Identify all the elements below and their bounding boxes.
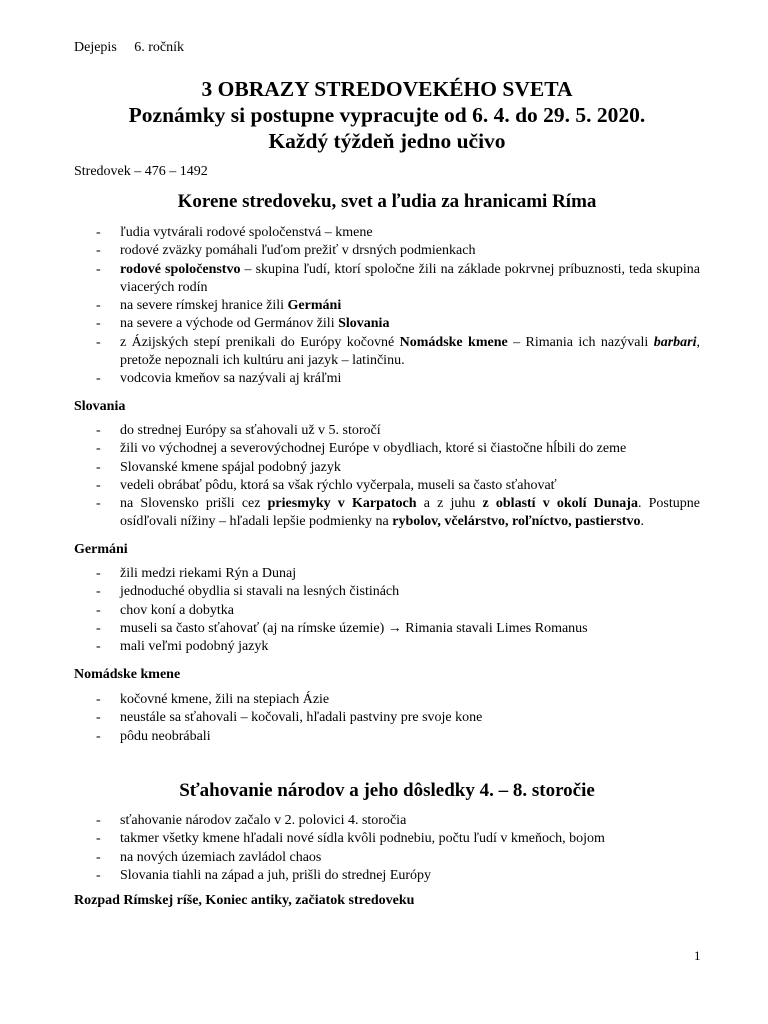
title-line-2: Poznámky si postupne vypracujte od 6. 4. do 29. 5. 2020. (128, 103, 646, 127)
document-title (74, 76, 700, 154)
title-line-3: Každý týždeň jedno učivo (268, 129, 506, 153)
list-item: - museli sa často sťahovať (aj na rímske územie) → Rimania stavali Limes Romanus (74, 620, 700, 638)
list-item: - do strednej Európy sa sťahovali už v 5. storočí (74, 422, 700, 440)
germani-list (74, 565, 700, 656)
roots-list (74, 224, 700, 389)
list-item: - rodové spoločenstvo – skupina ľudí, ktorí spoločne žili na základe pokrvnej príbuznosti, teda skupina viacerých rodín (74, 261, 700, 298)
slovania-list (74, 422, 700, 532)
section-heading-roots: Korene stredoveku, svet a ľudia za hranicami Ríma (177, 191, 597, 212)
list-item: - chov koní a dobytka (74, 602, 700, 620)
list-item: - vedeli obrábať pôdu, ktorá sa však rýchlo vyčerpala, museli sa často sťahovať (74, 477, 700, 495)
list-item: - mali veľmi podobný jazyk (74, 638, 700, 656)
era-dates: Stredovek – 476 – 1492 (74, 164, 208, 179)
nomadske-list (74, 691, 700, 746)
section-roots (74, 190, 700, 214)
list-item: - z Ázijských stepí prenikali do Európy kočovné Nomádske kmene – Rimania ich nazývali barbari, pretože nepoznali ich kultúru ani jazyk – latinčinu. (74, 334, 700, 371)
list-item: - kočovné kmene, žili na stepiach Ázie (74, 691, 700, 709)
list-item: - na Slovensko prišli cez priesmyky v Karpatoch a z juhu z oblastí v okolí Dunaja. Postupne osídľovali nížiny – hľadali lepšie podmienky na rybolov, včelárstvo, roľníctvo, pastierstvo. (74, 495, 700, 532)
list-item: - na nových územiach zavládol chaos (74, 849, 700, 867)
grade-label: 6. ročník (134, 40, 185, 55)
heading-germani: Germáni (74, 542, 128, 557)
list-item: - rodové zväzky pomáhali ľuďom prežiť v drsných podmienkach (74, 242, 700, 260)
list-item: - Slovania tiahli na západ a juh, prišli do strednej Európy (74, 867, 700, 885)
list-item: - žili medzi riekami Rýn a Dunaj (74, 565, 700, 583)
page-number: 1 (694, 948, 701, 963)
heading-roman-empire-collapse: Rozpad Rímskej ríše, Koniec antiky, začiatok stredoveku (74, 893, 415, 908)
page-header (74, 40, 184, 56)
heading-slovania: Slovania (74, 399, 126, 414)
section-migration (74, 779, 700, 803)
list-item: - ľudia vytvárali rodové spoločenstvá – kmene (74, 224, 700, 242)
title-line-1: 3 OBRAZY STREDOVEKÉHO SVETA (201, 77, 573, 101)
list-item: - jednoduché obydlia si stavali na lesných čistinách (74, 583, 700, 601)
heading-nomadske: Nomádske kmene (74, 667, 181, 682)
list-item: - takmer všetky kmene hľadali nové sídla kvôli podnebiu, počtu ľudí v kmeňoch, bojom (74, 830, 700, 848)
migration-list (74, 812, 700, 885)
list-item: - sťahovanie národov začalo v 2. polovici 4. storočia (74, 812, 700, 830)
list-item: - vodcovia kmeňov sa nazývali aj kráľmi (74, 370, 700, 388)
list-item: - na severe a východe od Germánov žili Slovania (74, 315, 700, 333)
subject-label: Dejepis (74, 40, 117, 55)
list-item: - Slovanské kmene spájal podobný jazyk (74, 459, 700, 477)
list-item: - žili vo východnej a severovýchodnej Európe v obydliach, ktoré si čiastočne hĺbili do zeme (74, 440, 700, 458)
list-item: - pôdu neobrábali (74, 728, 700, 746)
list-item: - na severe rímskej hranice žili Germáni (74, 297, 700, 315)
section-heading-migration: Sťahovanie národov a jeho dôsledky 4. – 8. storočie (179, 780, 595, 801)
list-item: - neustále sa sťahovali – kočovali, hľadali pastviny pre svoje kone (74, 709, 700, 727)
